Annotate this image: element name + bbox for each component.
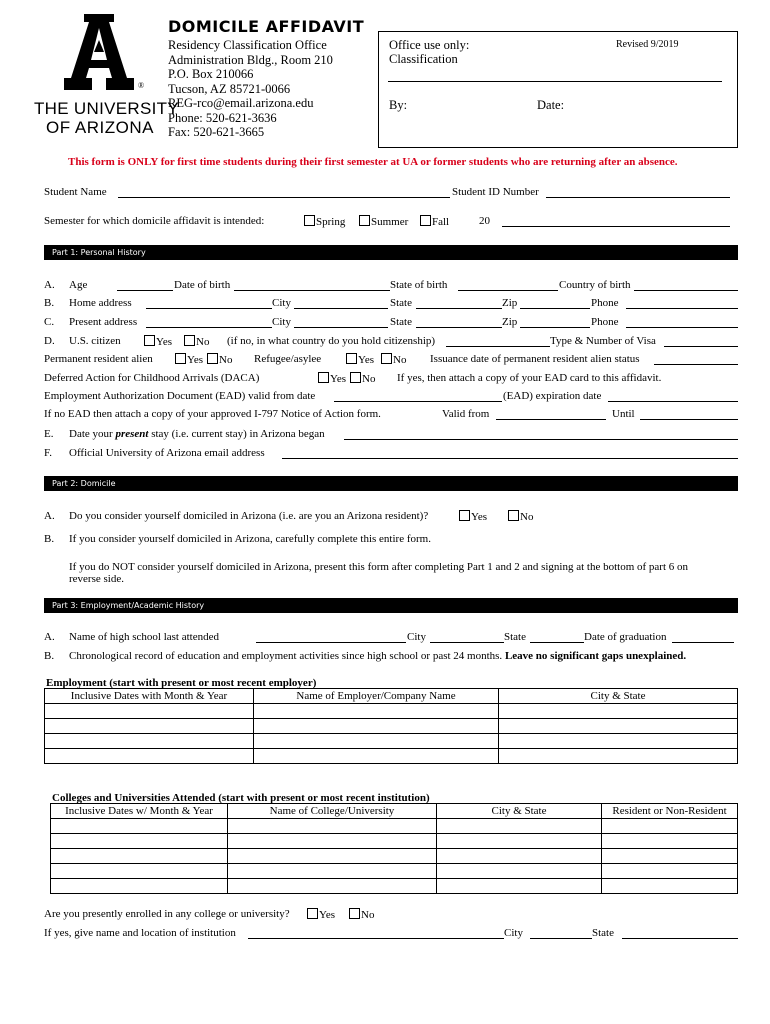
text: stay (i.e. current stay) in Arizona began	[148, 428, 325, 440]
table-cell[interactable]	[228, 864, 437, 879]
yes-label: Yes	[471, 511, 488, 523]
year-prefix: 20	[479, 215, 490, 227]
refugee-no-option[interactable]	[381, 353, 406, 366]
ead-expiration-field[interactable]	[608, 401, 738, 402]
checkbox[interactable]	[350, 372, 361, 383]
column-header: Inclusive Dates w/ Month & Year	[51, 804, 228, 819]
email-label: Official University of Arizona email address	[69, 447, 265, 459]
table-row[interactable]	[51, 864, 738, 879]
enrolled-question: Are you presently enrolled in any college or university?	[44, 908, 290, 920]
state-label: State	[592, 927, 614, 939]
table-cell[interactable]	[499, 749, 738, 764]
table-cell[interactable]	[45, 704, 254, 719]
table-cell[interactable]	[437, 864, 602, 879]
item-letter: E.	[44, 428, 54, 440]
date-label: Date:	[537, 98, 565, 112]
age-label: Age	[69, 279, 88, 291]
present-stay-field[interactable]	[344, 439, 738, 440]
table-cell[interactable]	[499, 734, 738, 749]
ead-expiration-label: (EAD) expiration date	[503, 390, 602, 402]
spring-checkbox[interactable]	[304, 215, 315, 226]
no-label: No	[520, 511, 534, 523]
age-field[interactable]	[117, 290, 173, 291]
visa-label: Type & Number of Visa	[550, 335, 656, 347]
table-cell[interactable]	[437, 819, 602, 834]
domicile-question: Do you consider yourself domiciled in Arizona (i.e. are you an Arizona resident)?	[69, 510, 429, 522]
bold-text: Leave no significant gaps unexplained.	[502, 650, 687, 662]
hs-city-field[interactable]	[430, 642, 504, 643]
institution-field[interactable]	[248, 938, 504, 939]
notice-text: This form is ONLY for first time students during their first semester at UA or former students who are returning after an absence.	[68, 156, 678, 168]
item-letter: F.	[44, 447, 52, 459]
fax-line: Fax: 520-621-3665	[168, 125, 265, 139]
table-cell[interactable]	[228, 849, 437, 864]
university-of-arizona-logo	[54, 14, 144, 94]
item-letter: B.	[44, 650, 55, 662]
fall-checkbox[interactable]	[420, 215, 431, 226]
table-row[interactable]	[45, 719, 738, 734]
email-line: REG-rco@email.arizona.edu	[168, 96, 314, 110]
summer-label: Summer	[371, 216, 409, 228]
registered-mark: ®	[138, 81, 145, 90]
table-cell[interactable]	[51, 819, 228, 834]
until-label: Until	[612, 408, 635, 420]
city-label: City	[272, 316, 291, 328]
item-letter: B.	[44, 533, 55, 545]
present-address-label: Present address	[69, 316, 138, 328]
phone-label: Phone	[591, 297, 619, 309]
column-header: Resident or Non-Resident	[602, 804, 738, 819]
part3-header: Part 3: Employment/Academic History	[44, 598, 738, 613]
table-cell[interactable]	[602, 864, 738, 879]
citizenship-field[interactable]	[446, 346, 550, 347]
zip-label: Zip	[502, 297, 518, 309]
daca-yes-option[interactable]	[318, 372, 346, 385]
table-cell[interactable]	[254, 719, 499, 734]
table-header-row	[45, 689, 738, 704]
present-phone-field[interactable]	[626, 327, 738, 328]
table-cell[interactable]	[51, 864, 228, 879]
table-cell[interactable]	[254, 749, 499, 764]
hs-state-field[interactable]	[530, 642, 584, 643]
checkbox[interactable]	[207, 353, 218, 364]
table-cell[interactable]	[51, 879, 228, 894]
perm-yes-option[interactable]	[175, 353, 203, 366]
high-school-label: Name of high school last attended	[69, 631, 219, 643]
classification-label: Classification	[389, 52, 458, 66]
text: Chronological record of education and employment activities since high school or past 24 months.	[69, 650, 503, 662]
daca-note: If yes, then attach a copy of your EAD card to this affidavit.	[397, 372, 662, 384]
colleges-title: Colleges and Universities Attended (start with present or most recent institution)	[52, 792, 430, 804]
table-cell[interactable]	[45, 749, 254, 764]
phone-line: Phone: 520-621-3636	[168, 110, 277, 125]
daca-no-option[interactable]	[350, 372, 375, 385]
spring-label: Spring	[316, 216, 346, 228]
table-cell[interactable]	[602, 834, 738, 849]
zip-label: Zip	[502, 316, 518, 328]
until-field[interactable]	[640, 419, 738, 420]
no-label: No	[219, 354, 233, 366]
perm-no-option[interactable]	[207, 353, 232, 366]
fall-label: Fall	[432, 216, 450, 228]
office-address	[168, 38, 333, 140]
fall-option[interactable]	[420, 215, 449, 228]
checkbox[interactable]	[346, 353, 357, 364]
present-address-field[interactable]	[146, 327, 272, 328]
checkbox[interactable]	[144, 335, 155, 346]
logo-line-2: OF ARIZONA	[46, 118, 154, 137]
no-label: No	[362, 373, 376, 385]
item-letter: A.	[44, 510, 55, 522]
visa-field[interactable]	[664, 346, 738, 347]
part1-header: Part 1: Personal History	[44, 245, 738, 260]
semester-label: Semester for which domicile affidavit is intended:	[44, 215, 265, 227]
enrolled-no-option[interactable]	[349, 908, 374, 921]
institution-city-field[interactable]	[530, 938, 592, 939]
city-label: City	[407, 631, 426, 643]
table-cell[interactable]	[602, 849, 738, 864]
table-cell[interactable]	[499, 704, 738, 719]
item-letter: A.	[44, 279, 55, 291]
issuance-label: Issuance date of permanent resident alien status	[430, 353, 640, 365]
colleges-table	[50, 803, 738, 894]
citizen-no-option[interactable]	[184, 335, 209, 348]
checkbox[interactable]	[307, 908, 318, 919]
high-school-field[interactable]	[256, 642, 406, 643]
email-field[interactable]	[282, 458, 738, 459]
year-field[interactable]	[502, 226, 730, 227]
home-city-field[interactable]	[294, 308, 388, 309]
no-label: No	[361, 909, 375, 921]
refugee-yes-option[interactable]	[346, 353, 374, 366]
employment-table	[44, 688, 738, 764]
item-letter: C.	[44, 316, 55, 328]
table-cell[interactable]	[602, 819, 738, 834]
address-line: Residency Classification Office	[168, 38, 327, 52]
logo-line-1: THE UNIVERSITY	[34, 99, 179, 118]
address-line: Administration Bldg., Room 210	[168, 52, 333, 67]
no-label: No	[196, 336, 210, 348]
checkbox[interactable]	[349, 908, 360, 919]
column-header: Name of College/University	[228, 804, 437, 819]
column-header: City & State	[437, 804, 602, 819]
student-name-label: Student Name	[44, 186, 107, 198]
checkbox[interactable]	[318, 372, 329, 383]
ead-valid-field[interactable]	[334, 401, 502, 402]
present-city-field[interactable]	[294, 327, 388, 328]
table-cell[interactable]	[254, 704, 499, 719]
table-cell[interactable]	[228, 879, 437, 894]
chronology-label	[69, 650, 686, 662]
office-use-title: Office use only:	[389, 38, 470, 52]
table-row[interactable]	[45, 704, 738, 719]
issuance-field[interactable]	[654, 364, 738, 365]
dob-field[interactable]	[234, 290, 390, 291]
student-name-field[interactable]	[118, 197, 450, 198]
table-cell[interactable]	[51, 834, 228, 849]
table-cell[interactable]	[228, 834, 437, 849]
home-phone-field[interactable]	[626, 308, 738, 309]
country-birth-label: Country of birth	[559, 279, 631, 291]
part2-header: Part 2: Domicile	[44, 476, 738, 491]
yes-label: Yes	[156, 336, 173, 348]
yes-label: Yes	[187, 354, 204, 366]
page-title: DOMICILE AFFIDAVIT	[168, 17, 365, 36]
column-header: City & State	[499, 689, 738, 704]
table-cell[interactable]	[499, 719, 738, 734]
no-ead-label: If no EAD then attach a copy of your approved I-797 Notice of Action form.	[44, 408, 381, 420]
graduation-label: Date of graduation	[584, 631, 667, 643]
enrolled-yes-option[interactable]	[307, 908, 335, 921]
by-label: By:	[389, 98, 408, 112]
valid-from-field[interactable]	[496, 419, 606, 420]
yes-label: Yes	[330, 373, 347, 385]
citizen-yes-option[interactable]	[144, 335, 172, 348]
city-label: City	[272, 297, 291, 309]
domicile-note-line1: If you do NOT consider yourself domiciled in Arizona, present this form after completing Part 1 and 2 and signing at the bottom of part 6 on	[69, 561, 689, 573]
institution-state-field[interactable]	[622, 938, 738, 939]
text: Date your	[69, 428, 116, 440]
refugee-label: Refugee/asylee	[254, 353, 322, 365]
present-zip-field[interactable]	[520, 327, 590, 328]
table-cell[interactable]	[437, 834, 602, 849]
domicile-no-option[interactable]	[508, 510, 533, 523]
institution-label: If yes, give name and location of institution	[44, 927, 236, 939]
student-id-field[interactable]	[546, 197, 730, 198]
item-letter: D.	[44, 335, 55, 347]
table-row[interactable]	[45, 749, 738, 764]
employment-title: Employment (start with present or most recent employer)	[46, 677, 317, 689]
no-label: No	[393, 354, 407, 366]
daca-label: Deferred Action for Childhood Arrivals (DACA)	[44, 372, 260, 384]
home-address-field[interactable]	[146, 308, 272, 309]
checkbox[interactable]	[508, 510, 519, 521]
city-label: City	[504, 927, 523, 939]
checkbox[interactable]	[184, 335, 195, 346]
citizenship-note: (if no, in what country do you hold citizenship)	[227, 335, 436, 347]
yes-label: Yes	[358, 354, 375, 366]
present-stay-label	[69, 428, 325, 440]
table-cell[interactable]	[51, 849, 228, 864]
checkbox[interactable]	[381, 353, 392, 364]
student-id-label: Student ID Number	[452, 186, 539, 198]
dob-label: Date of birth	[174, 279, 231, 291]
home-state-field[interactable]	[416, 308, 502, 309]
address-line: P.O. Box 210066	[168, 67, 254, 81]
summer-checkbox[interactable]	[359, 215, 370, 226]
item-letter: B.	[44, 297, 55, 309]
home-zip-field[interactable]	[520, 308, 590, 309]
graduation-field[interactable]	[672, 642, 734, 643]
table-row[interactable]	[51, 834, 738, 849]
table-header-row	[51, 804, 738, 819]
column-header: Inclusive Dates with Month & Year	[45, 689, 254, 704]
table-cell[interactable]	[254, 734, 499, 749]
state-label: State	[390, 297, 412, 309]
address-line: Tucson, AZ 85721-0066	[168, 81, 291, 96]
checkbox[interactable]	[175, 353, 186, 364]
domicile-note-line2: reverse side.	[69, 573, 124, 585]
ead-valid-label: Employment Authorization Document (EAD) valid from date	[44, 390, 316, 402]
phone-label: Phone	[591, 316, 619, 328]
table-row[interactable]	[51, 879, 738, 894]
permanent-resident-label: Permanent resident alien	[44, 353, 153, 365]
us-citizen-label: U.S. citizen	[69, 335, 121, 347]
present-state-field[interactable]	[416, 327, 502, 328]
summer-option[interactable]	[359, 215, 408, 228]
valid-from-label: Valid from	[442, 408, 490, 420]
yes-label: Yes	[319, 909, 336, 921]
table-row[interactable]	[45, 734, 738, 749]
domicile-yes-option[interactable]	[459, 510, 487, 523]
table-cell[interactable]	[228, 819, 437, 834]
table-cell[interactable]	[45, 734, 254, 749]
home-address-label: Home address	[69, 297, 132, 309]
country-birth-field[interactable]	[634, 290, 738, 291]
table-cell[interactable]	[45, 719, 254, 734]
table-cell[interactable]	[437, 879, 602, 894]
state-label: State	[504, 631, 526, 643]
table-row[interactable]	[51, 849, 738, 864]
state-birth-label: State of birth	[390, 279, 448, 291]
domicile-instruction: If you consider yourself domiciled in Arizona, carefully complete this entire form.	[69, 533, 431, 545]
table-row[interactable]	[51, 819, 738, 834]
item-letter: A.	[44, 631, 55, 643]
classification-line[interactable]	[388, 81, 722, 82]
state-label: State	[390, 316, 412, 328]
table-cell[interactable]	[602, 879, 738, 894]
state-birth-field[interactable]	[458, 290, 558, 291]
checkbox[interactable]	[459, 510, 470, 521]
table-cell[interactable]	[437, 849, 602, 864]
spring-option[interactable]	[304, 215, 345, 228]
column-header: Name of Employer/Company Name	[254, 689, 499, 704]
revised-date: Revised 9/2019	[616, 39, 679, 50]
emphasis: present	[115, 428, 149, 440]
